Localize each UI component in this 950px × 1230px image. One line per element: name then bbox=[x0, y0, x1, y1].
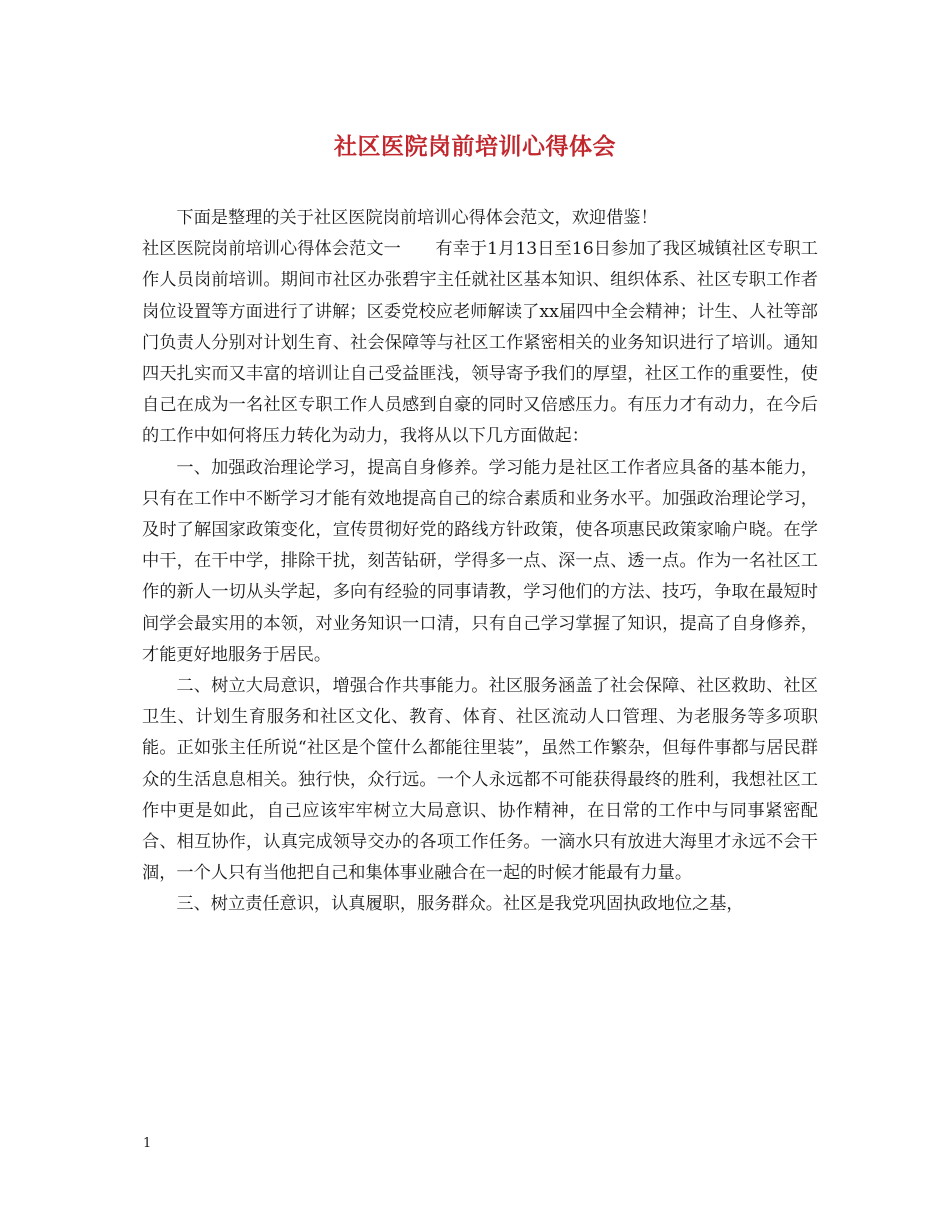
essay-opening-paragraph: 社区医院岗前培训心得体会范文一 有幸于1月13日至16日参加了我区城镇社区专职工作人员岗前培训。期间市社区办张碧宇主任就社区基本知识、组织体系、社区专职工作者岗位设置等方面进行了讲解；区委党校应老师解读了xx届四中全会精神；计生、人社等部门负责人分别对计划生育、社会保障等与社区工作紧密相关的业务知识进行了培训。通知四天扎实而又丰富的培训让自己受益匪浅，领导寄予我们的厚望，社区工作的重要性，使自己在成为一名社区专职工作人员感到自豪的同时又倍感压力。有压力才有动力，在今后的工作中如何将压力转化为动力，我将从以下几方面做起： bbox=[142, 239, 818, 447]
page-number: 1 bbox=[143, 1136, 152, 1151]
point-two-paragraph: 二、树立大局意识，增强合作共事能力。社区服务涵盖了社会保障、社区救助、社区卫生、计划生育服务和社区文化、教育、体育、社区流动人口管理、为老服务等多项职能。正如张主任所说“社区是个筐什么都能往里装”，虽然工作繁杂，但每件事都与居民群众的生活息息相关。独行快，众行远。一个人永远都不可能获得最终的胜利，我想社区工作中更是如此，自己应该牢牢树立大局意识、协作精神，在日常的工作中与同事紧密配合、相互协作，认真完成领导交办的各项工作任务。一滴水只有放进大海里才永远不会干涸，一个人只有当他把自己和集体事业融合在一起的时候才能最有力量。 bbox=[142, 676, 818, 884]
document-title: 社区医院岗前培训心得体会 bbox=[334, 133, 616, 160]
document-body bbox=[142, 203, 818, 921]
point-one-paragraph: 一、加强政治理论学习，提高自身修养。学习能力是社区工作者应具备的基本能力，只有在工作中不断学习才能有效地提高自己的综合素质和业务水平。加强政治理论学习，及时了解国家政策变化，宣传贯彻好党的路线方针政策，使各项惠民政策家喻户晓。在学中干，在干中学，排除干扰，刻苦钻研，学得多一点、深一点、透一点。作为一名社区工作的新人一切从头学起，多向有经验的同事请教，学习他们的方法、技巧，争取在最短时间学会最实用的本领，对业务知识一口清，只有自己学习掌握了知识，提高了自身修养，才能更好地服务于居民。 bbox=[142, 457, 818, 665]
intro-paragraph: 下面是整理的关于社区医院岗前培训心得体会范文，欢迎借鉴！ bbox=[176, 208, 658, 228]
point-three-paragraph: 三、树立责任意识，认真履职，服务群众。社区是我党巩固执政地位之基， bbox=[176, 894, 744, 915]
